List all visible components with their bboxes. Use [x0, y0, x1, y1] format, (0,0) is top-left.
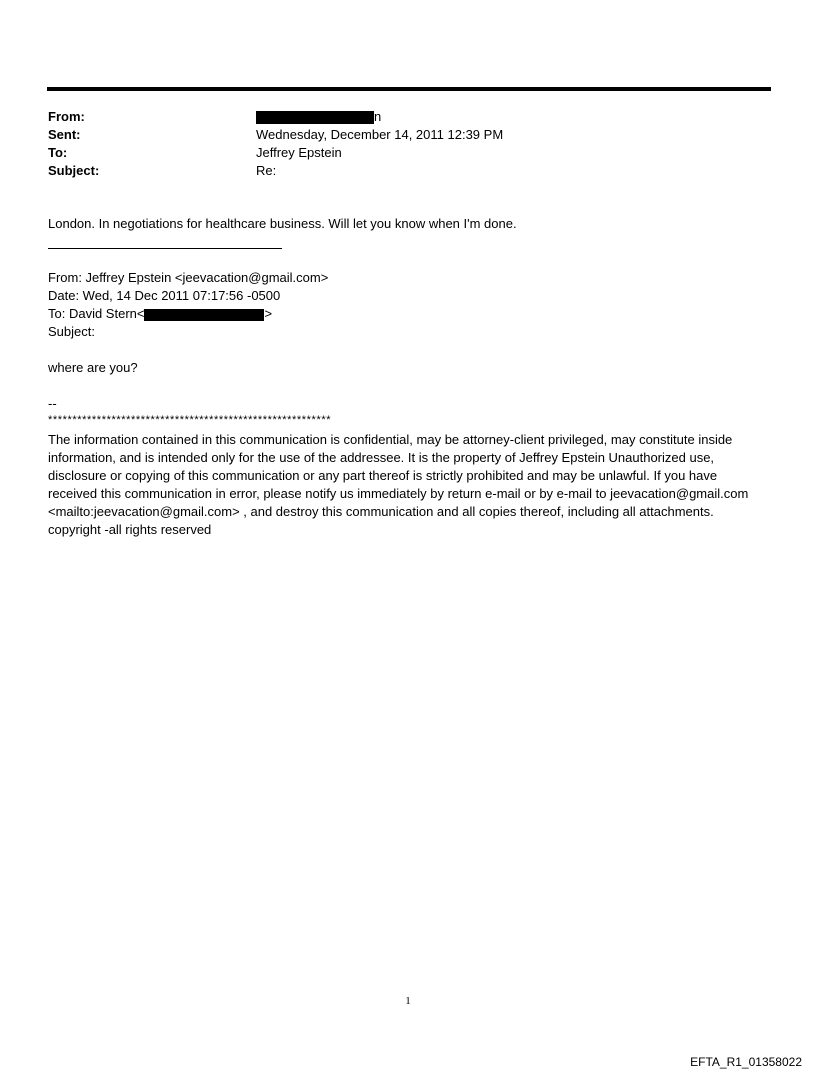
- quoted-message: where are you?: [48, 360, 138, 375]
- from-label: From:: [48, 109, 85, 124]
- email-header: [48, 108, 748, 180]
- confidentiality-disclaimer: The information contained in this communication is confidential, may be attorney-client privileged, may constitute inside information, and is intended only for the use of the addressee. It is the property of Jeffrey Epstein Unauthorized use, disclosure or copying of this communication or any part thereof is strictly prohibited and may be unlawful. If you have received this communication in error, please notify us immediately by return e-mail or by e-mail to jeevacation@gmail.com <mailto:jeevacation@gmail.com> , and destroy this communication and all copies thereof, including all attachments. copyright -all rights reserved: [48, 432, 749, 537]
- header-top-rule: [47, 87, 771, 91]
- signature-dashes: --: [48, 396, 57, 411]
- quoted-to-suffix: >: [264, 306, 273, 321]
- redaction-block: [256, 111, 374, 124]
- to-row: [48, 144, 748, 162]
- redaction-block: [144, 309, 264, 321]
- from-value: [256, 108, 748, 126]
- quoted-to: [48, 305, 272, 323]
- quoted-to-prefix: To: David Stern<: [48, 306, 145, 321]
- quote-separator: [48, 248, 282, 249]
- reply-body: London. In negotiations for healthcare business. Will let you know when I'm done.: [48, 216, 517, 231]
- subject-row: [48, 162, 748, 180]
- sent-row: [48, 126, 748, 144]
- subject-label: Subject:: [48, 163, 100, 178]
- to-value: Jeffrey Epstein: [256, 145, 342, 160]
- from-value-suffix: n: [374, 109, 382, 124]
- asterisk-divider: **********************************************************: [48, 414, 332, 426]
- quoted-from: From: Jeffrey Epstein <jeevacation@gmail.com>: [48, 270, 329, 285]
- quoted-subject: Subject:: [48, 324, 95, 339]
- sent-label: Sent:: [48, 127, 81, 142]
- to-label: To:: [48, 145, 68, 160]
- quoted-date: Date: Wed, 14 Dec 2011 07:17:56 -0500: [48, 288, 281, 303]
- from-row: [48, 108, 748, 126]
- sent-value: Wednesday, December 14, 2011 12:39 PM: [256, 127, 504, 142]
- subject-value: Re:: [256, 163, 277, 178]
- document-id: EFTA_R1_01358022: [690, 1055, 802, 1069]
- page-number: 1: [405, 995, 411, 1007]
